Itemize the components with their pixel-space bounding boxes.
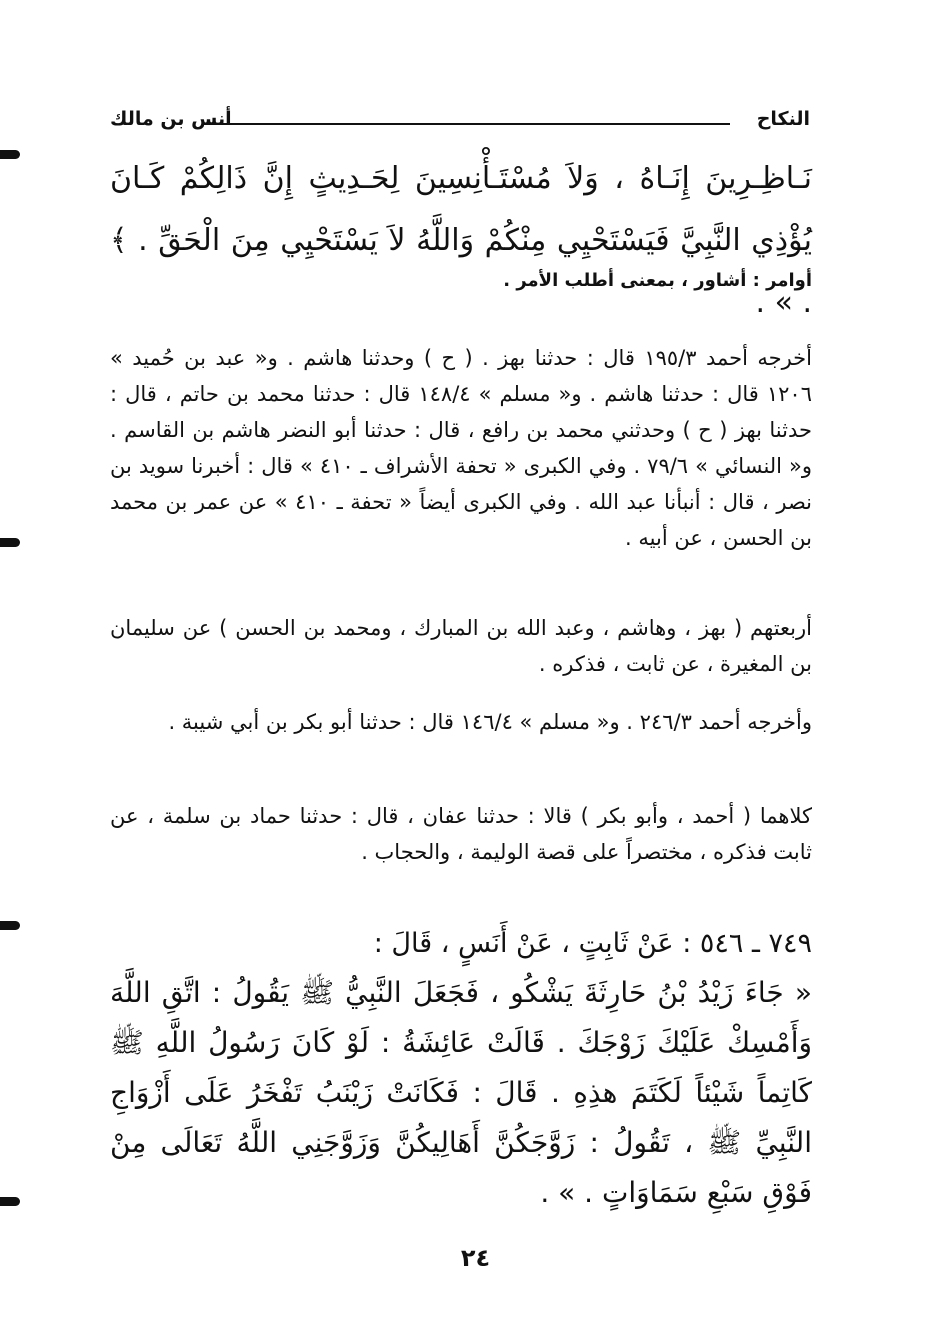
quran-verse-end: نَـاظِـرِينَ إِنَـاهُ ، وَلاَ مُسْتَـأْنِسِينَ لِحَـدِيثٍ إِنَّ ذَالِكُمْ كَـانَ يُؤْذِي النَّبِيَّ فَيَسْتَحْيِي مِنْكُمْ وَاللَّهُ لاَ يَسْتَحْيِي مِنَ الْحَقِّ . ﴾ . » .	[110, 161, 812, 320]
running-header	[110, 106, 810, 136]
scan-edge-mark	[0, 150, 20, 159]
gloss-note: أوامر : أشاور ، بمعنى أطلب الأمر .	[503, 270, 812, 291]
header-chapter: النكاح	[756, 108, 810, 130]
page-number: ٢٤	[460, 1244, 491, 1272]
hadith-isnad: : عَنْ ثَابِتٍ ، عَنْ أَنَسٍ ، قَالَ :	[373, 928, 692, 959]
hadith-matn: « جَاءَ زَيْدُ بْنُ حَارِثَةَ يَشْكُو ، فَجَعَلَ النَّبِيُّ ﷺ يَقُولُ : اتَّقِ اللَّهَ وَأَمْسِكْ عَلَيْكَ زَوْجَكَ . قَالَتْ عَائِشَةُ : لَوْ كَانَ رَسُولُ اللَّهِ ﷺ كَاتِماً شَيْئاً لَكَتَمَ هذِهِ . قَالَ : فَكَانَتْ زَيْنَبُ تَفْخَرُ عَلَى أَزْوَاجِ النَّبِيِّ ﷺ ، تَقُولُ : زَوَّجَكُنَّ أَهَالِيكُنَّ وَزَوَّجَنِي اللَّهُ تَعَالَى مِنْ فَوْقِ سَبْعِ سَمَاوَاتٍ . » .	[110, 976, 812, 1209]
scan-edge-mark	[0, 921, 20, 930]
takhrij-paragraph-4: كلاهما ( أحمد ، وأبو بكر ) قالا : حدثنا عفان ، قال : حدثنا حماد بن سلمة ، عن ثابت فذكره ، مختصراً على قصة الوليمة ، والحجاب .	[110, 804, 812, 864]
scan-edge-mark	[0, 1197, 20, 1206]
takhrij-paragraph-3: وأخرجه أحمد ٢٤٦/٣ . و« مسلم » ١٤٦/٤ قال : حدثنا أبو بكر بن أبي شيبة .	[168, 710, 812, 734]
hadith-number: ٧٤٩ ـ ٥٤٦	[699, 928, 812, 959]
hadith-heading	[110, 922, 812, 966]
takhrij-paragraph-1: أخرجه أحمد ١٩٥/٣ قال : حدثنا بهز . ( ح ) وحدثنا هاشم . و« عبد بن حُميد » ١٢٠٦ قال : حدثنا هاشم . و« مسلم » ١٤٨/٤ قال : حدثنا محمد بن حاتم ، قال : حدثنا بهز ( ح ) وحدثني محمد بن رافع ، قال : حدثنا أبو النضر هاشم بن القاسم . و« النسائي » ٧٩/٦ . وفي الكبرى « تحفة الأشراف ـ ٤١٠ » قال : أخبرنا سويد بن نصر ، قال : أنبأنا عبد الله . وفي الكبرى أيضاً « تحفة ـ ٤١٠ » عن عمر بن محمد بن الحسن ، عن أبيه .	[110, 346, 813, 550]
header-book: أنس بن مالك	[110, 108, 232, 130]
takhrij-paragraph-2: أربعتهم ( بهز ، وهاشم ، وعبد الله بن المبارك ، ومحمد بن الحسن ) عن سليمان بن المغيرة ، عن ثابت ، فذكره .	[110, 616, 812, 676]
scan-edge-mark	[0, 538, 20, 547]
header-rule	[202, 123, 730, 125]
